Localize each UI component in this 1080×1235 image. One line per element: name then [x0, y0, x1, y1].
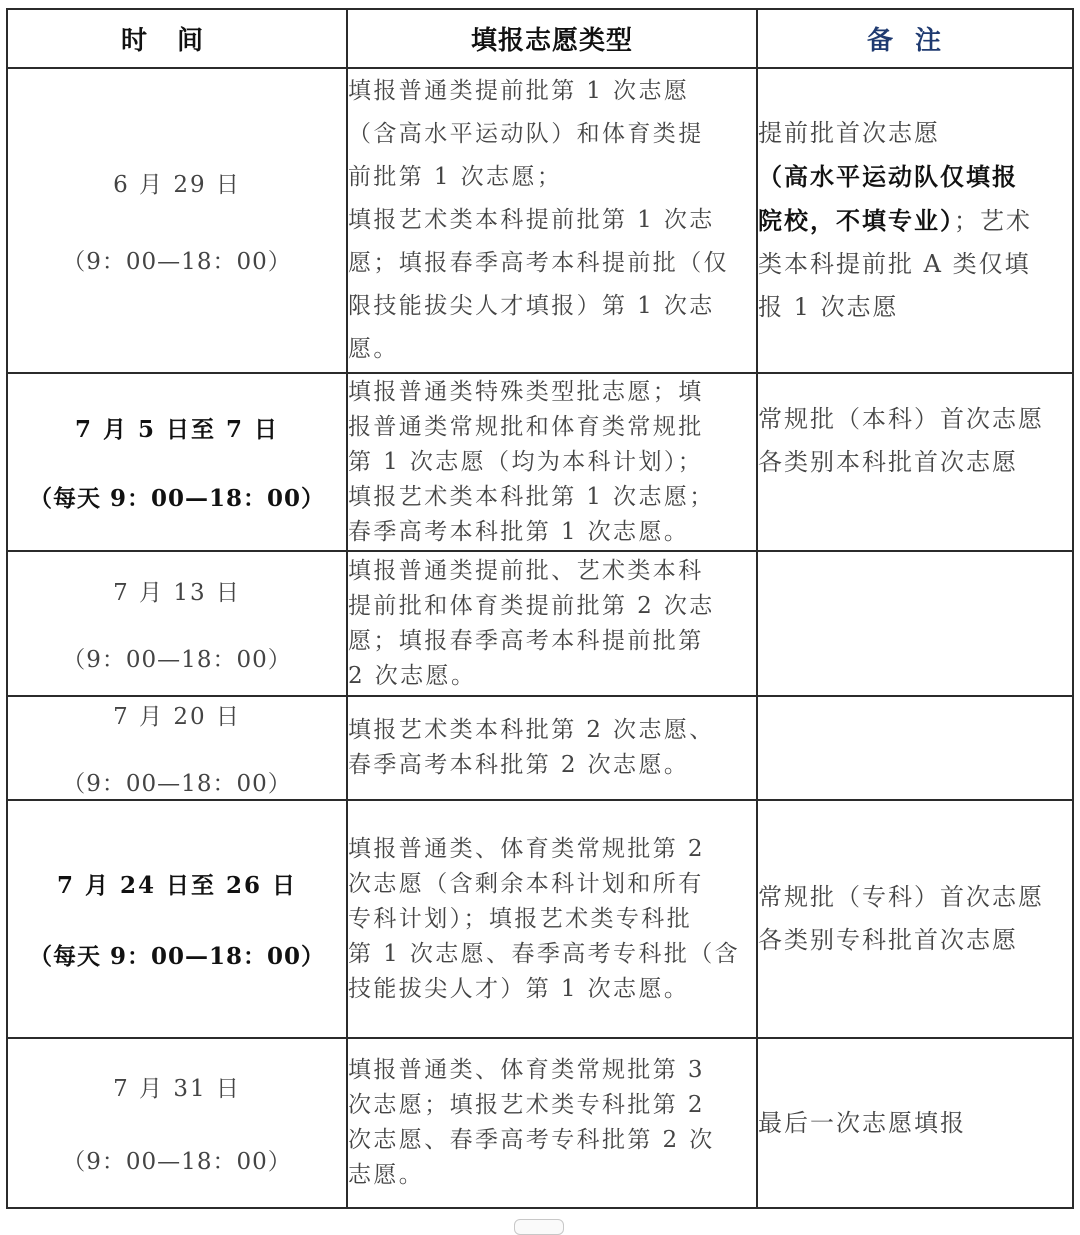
type-line: 专科计划）；填报艺术类专科批 [348, 905, 693, 932]
type-line: 第 1 次志愿（均为本科计划）； [348, 448, 704, 475]
type-line: 填报普通类、体育类常规批第 2 [348, 835, 705, 862]
table-row [7, 1038, 1073, 1208]
date-text: 7 月 20 日 [113, 704, 241, 730]
header-row [7, 9, 1073, 68]
hours-text: （9：00—18：00） [62, 771, 292, 797]
time-cell [7, 373, 347, 551]
type-line: 愿。 [348, 336, 399, 362]
table-row [7, 68, 1073, 373]
note-line: 报 1 次志愿 [758, 293, 899, 321]
type-cell [347, 696, 757, 800]
note-text: ；艺术 [954, 207, 1032, 235]
table-row [7, 800, 1073, 1038]
date-text: 6 月 29 日 [113, 171, 241, 198]
time-cell [7, 551, 347, 696]
type-line: 春季高考本科批第 1 次志愿。 [348, 518, 690, 545]
type-line: 填报普通类提前批、艺术类本科 [348, 557, 704, 584]
type-line: 愿；填报春季高考本科提前批第 [348, 627, 704, 654]
note-cell [757, 68, 1073, 373]
time-cell [7, 68, 347, 373]
time-cell [7, 696, 347, 800]
type-cell [347, 1038, 757, 1208]
note-line: 各类别本科批首次志愿 [758, 448, 1018, 476]
header-type: 填报志愿类型 [347, 9, 757, 68]
note-line: 提前批首次志愿 [758, 119, 940, 147]
type-line: 填报艺术类本科批第 2 次志愿、 [348, 717, 715, 743]
table-row [7, 696, 1073, 800]
type-cell [347, 551, 757, 696]
header-time: 时间 [7, 9, 347, 68]
type-line: 提前批和体育类提前批第 2 次志 [348, 592, 715, 619]
note-line: 各类别专科批首次志愿 [758, 926, 1018, 954]
table-row [7, 373, 1073, 551]
hours-text: （9：00—18：00） [62, 646, 292, 673]
note-line: 最后一次志愿填报 [758, 1108, 966, 1137]
hours-text: （9：00—18：00） [62, 1149, 292, 1175]
hours-text: （每天 9：00—18：00） [28, 943, 326, 970]
scroll-handle[interactable] [514, 1219, 564, 1235]
type-cell [347, 373, 757, 551]
type-line: 技能拔尖人才）第 1 次志愿。 [348, 975, 690, 1002]
header-note: 备注 [757, 9, 1073, 68]
type-line: 填报普通类提前批第 1 次志愿 [348, 78, 690, 104]
type-cell [347, 68, 757, 373]
time-cell [7, 800, 347, 1038]
type-line: 次志愿（含剩余本科计划和所有 [348, 870, 704, 897]
type-line: 报普通类常规批和体育类常规批 [348, 413, 704, 440]
date-text: 7 月 13 日 [113, 579, 241, 606]
type-line: 志愿。 [348, 1162, 425, 1188]
time-cell [7, 1038, 347, 1208]
type-line: 次志愿；填报艺术类专科批第 2 [348, 1092, 705, 1118]
note-cell [757, 800, 1073, 1038]
type-line: 愿；填报春季高考本科提前批（仅 [348, 250, 729, 276]
type-line: 春季高考本科批第 2 次志愿。 [348, 752, 690, 778]
type-line: 2 次志愿。 [348, 662, 477, 689]
date-text: 7 月 24 日至 26 日 [56, 872, 298, 899]
note-cell [757, 696, 1073, 800]
note-line: 常规批（专科）首次志愿 [758, 883, 1044, 911]
type-line: 第 1 次志愿、春季高考专科批（含 [348, 940, 741, 967]
note-emphasis: （高水平运动队仅填报 [758, 162, 1018, 191]
type-line: 填报艺术类本科批第 1 次志愿； [348, 483, 715, 510]
hours-text: （每天 9：00—18：00） [28, 485, 326, 512]
type-line: 次志愿、春季高考专科批第 2 次 [348, 1127, 715, 1153]
note-emphasis: 院校，不填专业） [758, 206, 954, 235]
type-line: 填报普通类特殊类型批志愿；填 [348, 378, 704, 405]
note-line-mixed [758, 199, 1072, 243]
type-line: 填报普通类、体育类常规批第 3 [348, 1057, 705, 1083]
type-line: 限技能拔尖人才填报）第 1 次志 [348, 293, 715, 319]
note-cell [757, 551, 1073, 696]
note-cell [757, 373, 1073, 551]
type-cell [347, 800, 757, 1038]
note-line: 常规批（本科）首次志愿 [758, 405, 1044, 433]
note-cell [757, 1038, 1073, 1208]
note-line-bold [758, 155, 1072, 199]
note-line: 类本科提前批 A 类仅填 [758, 250, 1031, 278]
type-line: 填报艺术类本科提前批第 1 次志 [348, 207, 715, 233]
hours-text: （9：00—18：00） [62, 248, 292, 275]
admission-schedule-table [6, 8, 1074, 1209]
table-row [7, 551, 1073, 696]
type-line: 前批第 1 次志愿； [348, 164, 563, 190]
date-text: 7 月 31 日 [113, 1076, 241, 1102]
date-text: 7 月 5 日至 7 日 [74, 416, 280, 443]
type-line: （含高水平运动队）和体育类提 [348, 121, 704, 147]
